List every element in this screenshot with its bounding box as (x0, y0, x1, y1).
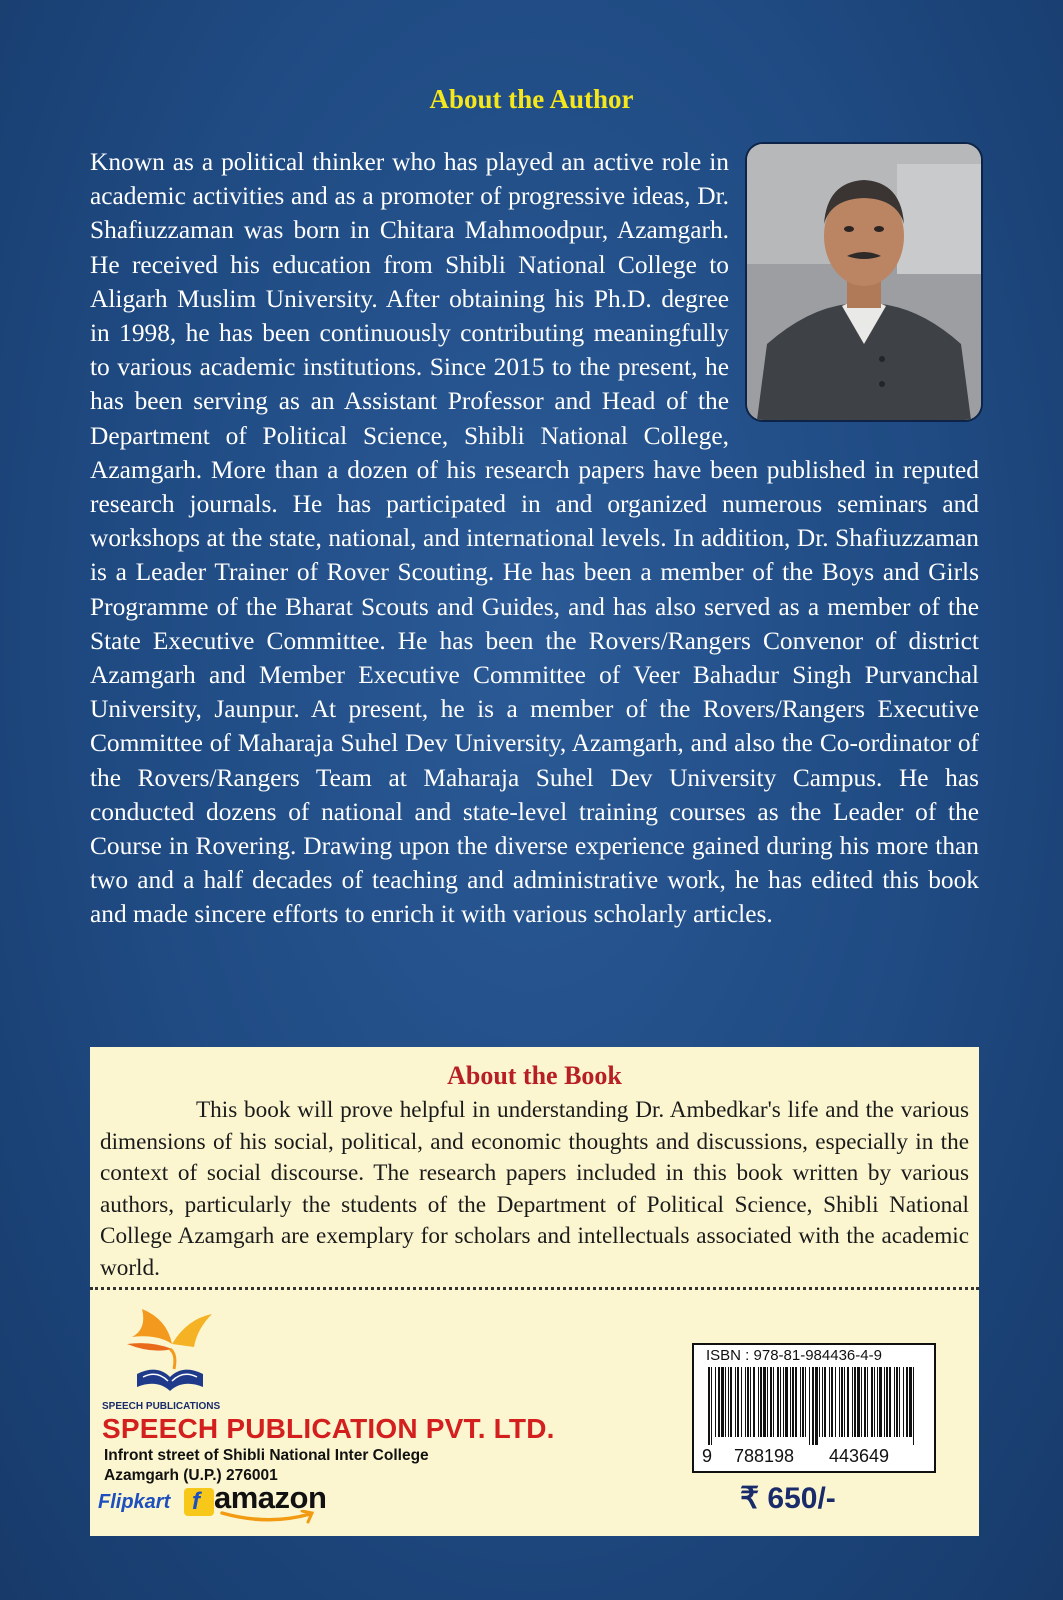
publisher-name: SPEECH PUBLICATION PVT. LTD. (102, 1413, 555, 1444)
amazon-smile-icon (218, 1510, 318, 1524)
publisher-address-line2: Azamgarh (U.P.) 276001 (104, 1467, 278, 1484)
author-heading: About the Author (429, 84, 634, 114)
book-heading: About the Book (447, 1061, 622, 1090)
author-bio: Known as a political thinker who has played an active role in academic activities and as a promoter of progressive ideas, Dr. Shafiuzzaman was born in Chitara Mahmoodpur, Azamgarh. He received his education from Shibli National College to Aligarh Muslim University. After obtaining his Ph.D. degree in 1998, he has been continuously contributing meaningfully to various academic institutions. Since 2015 to the present, he has been serving as an Assistant Professor and Head of the Department of Political Science, Shibli National College, Azamgarh. More than a dozen of his research papers have been published in reputed research journals. He has participated in and organized numerous seminars and workshops at the state, national, and international levels. In addition, Dr. Shafiuzzaman is a Leader Trainer of Rover Scouting. He has been a member of the Boys and Girls Programme of the Bharat Scouts and Guides, and has also served as a member of the State Executive Committee. He has been the Rovers/Rangers Convenor of district Azamgarh and Member Executive Committee of Veer Bahadur Singh Purvanchal University, Jaunpur. At present, he is a member of the Rovers/Rangers Executive Committee of Maharaja Suhel Dev University, Azamgarh, and also the Co-ordinator of the Rovers/Rangers Team at Maharaja Suhel Dev University Campus. He has conducted dozens of national and state-level training courses as the Leader of the Course in Rovering. Drawing upon the diverse experience gained during his more than two and a half decades of teaching and administrative work, he has edited this book and made sincere efforts to enrich it with various scholarly articles. (90, 148, 979, 929)
author-photo (745, 142, 983, 422)
publisher-logo-caption: SPEECH PUBLICATIONS (102, 1401, 221, 1412)
price: ₹ 650/- (740, 1482, 836, 1515)
isbn-label: ISBN : 978-81-984436-4-9 (706, 1347, 882, 1364)
amazon-logo: amazon (214, 1480, 327, 1515)
isbn-barcode (692, 1343, 936, 1473)
barcode-digit-group1: 788198 (734, 1446, 795, 1466)
barcode-bars (708, 1367, 920, 1445)
publisher-address-line1: Infront street of Shibli National Inter College (104, 1447, 429, 1464)
barcode-digit-group2: 443649 (829, 1446, 890, 1466)
flipkart-logo: Flipkart (98, 1491, 171, 1513)
barcode-digit-first: 9 (702, 1446, 713, 1466)
book-description: This book will prove helpful in understanding Dr. Ambedkar's life and the various dimensions of his social, political, and economic thoughts and discussions, especially in the context of social discourse. The research papers included in this book written by various authors, particularly the students of the Department of Political Science, Shibli National College Azamgarh are exemplary for scholars and intellectuals associated with the academic world. (100, 1097, 969, 1281)
publisher-logo-icon (102, 1299, 237, 1399)
divider (90, 1287, 979, 1290)
flipkart-bag-icon: f (184, 1488, 214, 1516)
about-book-panel (90, 1047, 979, 1536)
